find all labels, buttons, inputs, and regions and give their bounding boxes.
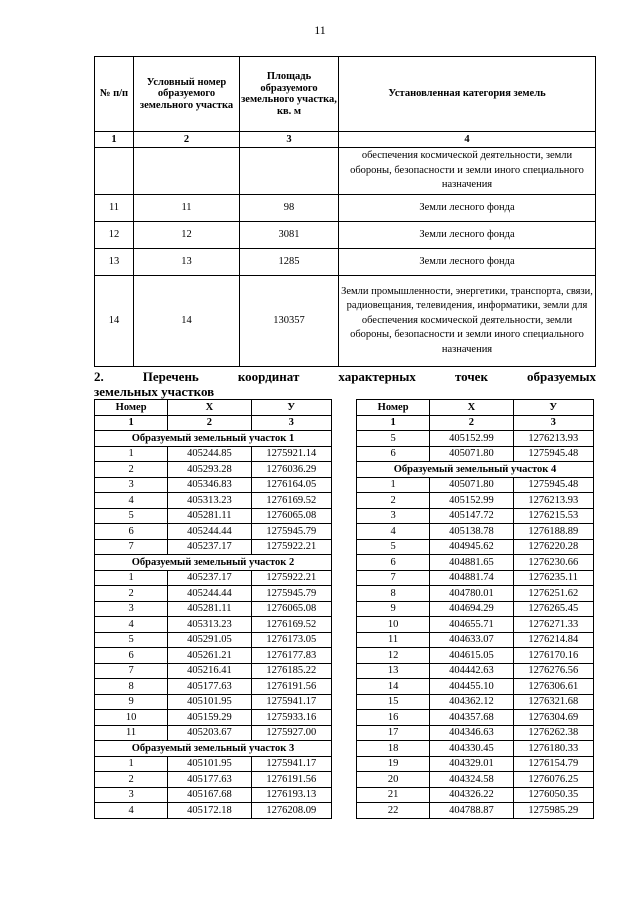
point-number: 19 bbox=[357, 756, 430, 772]
coord-x: 405244.85 bbox=[168, 446, 251, 462]
coord-x: 405152.99 bbox=[430, 431, 513, 447]
header-category: Установленная категория земель bbox=[339, 57, 596, 132]
column-number: 4 bbox=[339, 132, 596, 148]
plot-area: 98 bbox=[240, 195, 339, 222]
coord-y: 1275941.17 bbox=[251, 756, 331, 772]
coord-y: 1276265.45 bbox=[513, 601, 593, 617]
coord-x: 405237.17 bbox=[168, 570, 251, 586]
point-number: 3 bbox=[357, 508, 430, 524]
coord-x: 405291.05 bbox=[168, 632, 251, 648]
coord-y: 1276215.53 bbox=[513, 508, 593, 524]
category-continuation: обеспечения космической деятельности, земли обороны, безопасности и земли иного специального назначения bbox=[339, 148, 596, 195]
plot-heading: Образуемый земельный участок 3 bbox=[95, 741, 332, 757]
coord-y: 1276208.09 bbox=[251, 803, 331, 819]
coordinate-row bbox=[95, 694, 332, 710]
point-number: 7 bbox=[357, 570, 430, 586]
plot-heading: Образуемый земельный участок 1 bbox=[95, 431, 332, 447]
plot-heading: Образуемый земельный участок 4 bbox=[357, 462, 594, 478]
coord-y: 1276036.29 bbox=[251, 462, 331, 478]
coord-x: 404329.01 bbox=[430, 756, 513, 772]
coord-x: 404330.45 bbox=[430, 741, 513, 757]
row-index: 14 bbox=[95, 276, 134, 367]
section-heading bbox=[94, 369, 596, 384]
coordinates-table-left bbox=[94, 399, 332, 819]
coord-y: 1276169.52 bbox=[251, 493, 331, 509]
coord-y: 1276076.25 bbox=[513, 772, 593, 788]
coord-y: 1276188.89 bbox=[513, 524, 593, 540]
coord-y: 1276271.33 bbox=[513, 617, 593, 633]
coordinate-row bbox=[95, 493, 332, 509]
coordinate-row bbox=[95, 446, 332, 462]
point-number: 2 bbox=[95, 462, 168, 478]
coord-y: 1276170.16 bbox=[513, 648, 593, 664]
coordinate-row bbox=[95, 570, 332, 586]
coord-x: 404881.65 bbox=[430, 555, 513, 571]
point-number: 4 bbox=[95, 617, 168, 633]
coordinate-row bbox=[95, 710, 332, 726]
coord-x: 405167.68 bbox=[168, 787, 251, 803]
coord-y: 1276251.62 bbox=[513, 586, 593, 602]
coord-y: 1276262.38 bbox=[513, 725, 593, 741]
coordinate-row bbox=[357, 694, 594, 710]
point-number: 1 bbox=[95, 570, 168, 586]
coordinate-row bbox=[357, 601, 594, 617]
coordinate-row bbox=[357, 632, 594, 648]
empty-cell bbox=[134, 148, 240, 195]
coordinate-row bbox=[357, 787, 594, 803]
point-number: 4 bbox=[95, 493, 168, 509]
coord-x: 404324.58 bbox=[430, 772, 513, 788]
header-x: X bbox=[430, 400, 513, 416]
column-number: 2 bbox=[168, 415, 251, 431]
coordinate-row bbox=[357, 539, 594, 555]
coordinate-row bbox=[357, 446, 594, 462]
heading-word: Перечень bbox=[142, 369, 199, 384]
coord-y: 1276306.61 bbox=[513, 679, 593, 695]
section-number: 2. bbox=[94, 369, 104, 384]
coord-y: 1275945.48 bbox=[513, 477, 593, 493]
column-number: 1 bbox=[357, 415, 430, 431]
coordinate-row bbox=[357, 617, 594, 633]
coord-y: 1276213.93 bbox=[513, 493, 593, 509]
point-number: 5 bbox=[357, 539, 430, 555]
coordinate-row bbox=[357, 710, 594, 726]
coordinate-row bbox=[357, 555, 594, 571]
coordinate-row bbox=[357, 663, 594, 679]
coord-x: 404694.29 bbox=[430, 601, 513, 617]
point-number: 3 bbox=[95, 787, 168, 803]
page-number: 11 bbox=[314, 23, 326, 37]
coordinate-row bbox=[95, 508, 332, 524]
coordinate-row bbox=[95, 663, 332, 679]
coord-x: 405138.78 bbox=[430, 524, 513, 540]
empty-cell bbox=[95, 148, 134, 195]
coordinate-row bbox=[95, 586, 332, 602]
point-number: 3 bbox=[95, 601, 168, 617]
column-number: 1 bbox=[95, 132, 134, 148]
coord-x: 404945.62 bbox=[430, 539, 513, 555]
coord-y: 1276235.11 bbox=[513, 570, 593, 586]
coord-y: 1275927.00 bbox=[251, 725, 331, 741]
coord-x: 404442.63 bbox=[430, 663, 513, 679]
point-number: 11 bbox=[357, 632, 430, 648]
plot-number: 12 bbox=[134, 222, 240, 249]
point-number: 11 bbox=[95, 725, 168, 741]
point-number: 5 bbox=[357, 431, 430, 447]
coord-y: 1276065.08 bbox=[251, 601, 331, 617]
coord-x: 405203.67 bbox=[168, 725, 251, 741]
plot-area: 130357 bbox=[240, 276, 339, 367]
plot-heading-row bbox=[95, 741, 332, 757]
coord-y: 1275945.48 bbox=[513, 446, 593, 462]
coord-y: 1275922.21 bbox=[251, 539, 331, 555]
point-number: 9 bbox=[357, 601, 430, 617]
coord-x: 404788.87 bbox=[430, 803, 513, 819]
coord-x: 405159.29 bbox=[168, 710, 251, 726]
coord-y: 1276050.35 bbox=[513, 787, 593, 803]
coord-x: 405147.72 bbox=[430, 508, 513, 524]
header-x: X bbox=[168, 400, 251, 416]
coord-x: 405293.28 bbox=[168, 462, 251, 478]
coordinate-row bbox=[357, 756, 594, 772]
coord-x: 405244.44 bbox=[168, 524, 251, 540]
column-number: 3 bbox=[240, 132, 339, 148]
header-area: Площадь образуемого земельного участка, кв. м bbox=[240, 57, 339, 132]
header-y: У bbox=[251, 400, 331, 416]
plot-heading-row bbox=[357, 462, 594, 478]
coord-y: 1276180.33 bbox=[513, 741, 593, 757]
point-number: 10 bbox=[95, 710, 168, 726]
coord-y: 1275945.79 bbox=[251, 524, 331, 540]
coord-x: 404780.01 bbox=[430, 586, 513, 602]
point-number: 12 bbox=[357, 648, 430, 664]
coordinate-row bbox=[357, 570, 594, 586]
point-number: 4 bbox=[357, 524, 430, 540]
coordinate-row bbox=[95, 772, 332, 788]
coordinate-row bbox=[357, 741, 594, 757]
coord-y: 1276177.83 bbox=[251, 648, 331, 664]
point-number: 7 bbox=[95, 663, 168, 679]
section-heading-line2: земельных участков bbox=[94, 384, 215, 399]
coordinate-row bbox=[357, 493, 594, 509]
coordinate-row bbox=[357, 586, 594, 602]
coord-x: 405101.95 bbox=[168, 756, 251, 772]
coordinate-row bbox=[95, 648, 332, 664]
coordinate-row bbox=[95, 462, 332, 478]
coord-y: 1276213.93 bbox=[513, 431, 593, 447]
point-number: 6 bbox=[357, 555, 430, 571]
header-number: Номер bbox=[357, 400, 430, 416]
point-number: 4 bbox=[95, 803, 168, 819]
plot-number: 13 bbox=[134, 249, 240, 276]
coord-x: 405261.21 bbox=[168, 648, 251, 664]
coord-x: 405346.83 bbox=[168, 477, 251, 493]
point-number: 6 bbox=[95, 524, 168, 540]
point-number: 16 bbox=[357, 710, 430, 726]
coord-y: 1276154.79 bbox=[513, 756, 593, 772]
point-number: 18 bbox=[357, 741, 430, 757]
point-number: 20 bbox=[357, 772, 430, 788]
point-number: 9 bbox=[95, 694, 168, 710]
plot-area: 1285 bbox=[240, 249, 339, 276]
column-number: 2 bbox=[430, 415, 513, 431]
coordinate-row bbox=[95, 539, 332, 555]
coordinate-row bbox=[357, 772, 594, 788]
coordinate-row bbox=[357, 679, 594, 695]
coord-x: 404362.12 bbox=[430, 694, 513, 710]
coord-y: 1276065.08 bbox=[251, 508, 331, 524]
coord-y: 1276321.68 bbox=[513, 694, 593, 710]
coord-x: 405313.23 bbox=[168, 493, 251, 509]
coord-x: 405237.17 bbox=[168, 539, 251, 555]
point-number: 7 bbox=[95, 539, 168, 555]
coord-x: 405244.44 bbox=[168, 586, 251, 602]
coord-x: 405071.80 bbox=[430, 446, 513, 462]
heading-word: характерных bbox=[338, 369, 416, 384]
column-number: 2 bbox=[134, 132, 240, 148]
coord-x: 405177.63 bbox=[168, 679, 251, 695]
point-number: 2 bbox=[357, 493, 430, 509]
land-category: Земли лесного фонда bbox=[339, 249, 596, 276]
land-category: Земли промышленности, энергетики, транспорта, связи, радиовещания, телевидения, информатики, земли для обеспечения космической деятельности, земли обороны, безопасности и земли иного специального назначения bbox=[339, 276, 596, 367]
coord-y: 1276164.05 bbox=[251, 477, 331, 493]
coordinate-row bbox=[357, 725, 594, 741]
coordinate-row bbox=[95, 756, 332, 772]
coordinate-row bbox=[357, 524, 594, 540]
column-number: 3 bbox=[513, 415, 593, 431]
coord-y: 1276185.22 bbox=[251, 663, 331, 679]
coordinate-row bbox=[357, 803, 594, 819]
coordinate-row bbox=[95, 679, 332, 695]
empty-cell bbox=[240, 148, 339, 195]
coord-y: 1276193.13 bbox=[251, 787, 331, 803]
land-category: Земли лесного фонда bbox=[339, 195, 596, 222]
coordinate-row bbox=[95, 632, 332, 648]
coord-y: 1276220.28 bbox=[513, 539, 593, 555]
plot-heading: Образуемый земельный участок 2 bbox=[95, 555, 332, 571]
coordinate-row bbox=[95, 725, 332, 741]
point-number: 1 bbox=[95, 446, 168, 462]
plot-heading-row bbox=[95, 555, 332, 571]
plot-area: 3081 bbox=[240, 222, 339, 249]
coord-x: 404881.74 bbox=[430, 570, 513, 586]
coordinates-table-right bbox=[356, 399, 594, 819]
header-y: У bbox=[513, 400, 593, 416]
coord-x: 405281.11 bbox=[168, 601, 251, 617]
coordinate-row bbox=[95, 803, 332, 819]
point-number: 1 bbox=[95, 756, 168, 772]
row-index: 13 bbox=[95, 249, 134, 276]
coord-y: 1276214.84 bbox=[513, 632, 593, 648]
coord-y: 1275945.79 bbox=[251, 586, 331, 602]
row-index: 11 bbox=[95, 195, 134, 222]
plot-heading-row bbox=[95, 431, 332, 447]
column-number: 1 bbox=[95, 415, 168, 431]
coord-x: 405313.23 bbox=[168, 617, 251, 633]
header-number: Номер bbox=[95, 400, 168, 416]
coord-x: 404615.05 bbox=[430, 648, 513, 664]
point-number: 21 bbox=[357, 787, 430, 803]
coord-y: 1276230.66 bbox=[513, 555, 593, 571]
coord-y: 1276304.69 bbox=[513, 710, 593, 726]
heading-word: образуемых bbox=[526, 369, 597, 384]
coord-y: 1275921.14 bbox=[251, 446, 331, 462]
point-number: 8 bbox=[357, 586, 430, 602]
plot-number: 11 bbox=[134, 195, 240, 222]
coord-x: 404455.10 bbox=[430, 679, 513, 695]
header-plot-number: Условный номер образуемого земельного участка bbox=[134, 57, 240, 132]
coordinate-row bbox=[95, 477, 332, 493]
point-number: 2 bbox=[95, 586, 168, 602]
coord-x: 404655.71 bbox=[430, 617, 513, 633]
point-number: 17 bbox=[357, 725, 430, 741]
point-number: 22 bbox=[357, 803, 430, 819]
coord-x: 404633.07 bbox=[430, 632, 513, 648]
coordinate-row bbox=[357, 431, 594, 447]
coordinate-row bbox=[357, 508, 594, 524]
point-number: 6 bbox=[95, 648, 168, 664]
coord-y: 1275933.16 bbox=[251, 710, 331, 726]
coord-y: 1276169.52 bbox=[251, 617, 331, 633]
land-plots-table bbox=[94, 56, 596, 367]
coord-y: 1276276.56 bbox=[513, 663, 593, 679]
point-number: 15 bbox=[357, 694, 430, 710]
heading-word: координат bbox=[237, 369, 300, 384]
coord-x: 404346.63 bbox=[430, 725, 513, 741]
coord-x: 404326.22 bbox=[430, 787, 513, 803]
coord-y: 1276173.05 bbox=[251, 632, 331, 648]
coord-x: 404357.68 bbox=[430, 710, 513, 726]
coord-x: 405216.41 bbox=[168, 663, 251, 679]
coordinate-row bbox=[95, 617, 332, 633]
point-number: 8 bbox=[95, 679, 168, 695]
coord-y: 1275985.29 bbox=[513, 803, 593, 819]
point-number: 2 bbox=[95, 772, 168, 788]
point-number: 5 bbox=[95, 632, 168, 648]
coordinate-row bbox=[357, 477, 594, 493]
coord-x: 405172.18 bbox=[168, 803, 251, 819]
coord-y: 1275922.21 bbox=[251, 570, 331, 586]
point-number: 6 bbox=[357, 446, 430, 462]
coordinate-row bbox=[95, 787, 332, 803]
point-number: 14 bbox=[357, 679, 430, 695]
coord-y: 1276191.56 bbox=[251, 772, 331, 788]
coordinate-row bbox=[95, 601, 332, 617]
point-number: 10 bbox=[357, 617, 430, 633]
coord-x: 405101.95 bbox=[168, 694, 251, 710]
coord-y: 1276191.56 bbox=[251, 679, 331, 695]
coord-y: 1275941.17 bbox=[251, 694, 331, 710]
heading-word: точек bbox=[454, 369, 488, 384]
header-index: № п/п bbox=[95, 57, 134, 132]
coordinate-row bbox=[357, 648, 594, 664]
coord-x: 405177.63 bbox=[168, 772, 251, 788]
row-index: 12 bbox=[95, 222, 134, 249]
point-number: 5 bbox=[95, 508, 168, 524]
coord-x: 405152.99 bbox=[430, 493, 513, 509]
coord-x: 405071.80 bbox=[430, 477, 513, 493]
column-number: 3 bbox=[251, 415, 331, 431]
coordinate-row bbox=[95, 524, 332, 540]
land-category: Земли лесного фонда bbox=[339, 222, 596, 249]
point-number: 1 bbox=[357, 477, 430, 493]
coord-x: 405281.11 bbox=[168, 508, 251, 524]
point-number: 3 bbox=[95, 477, 168, 493]
point-number: 13 bbox=[357, 663, 430, 679]
plot-number: 14 bbox=[134, 276, 240, 367]
